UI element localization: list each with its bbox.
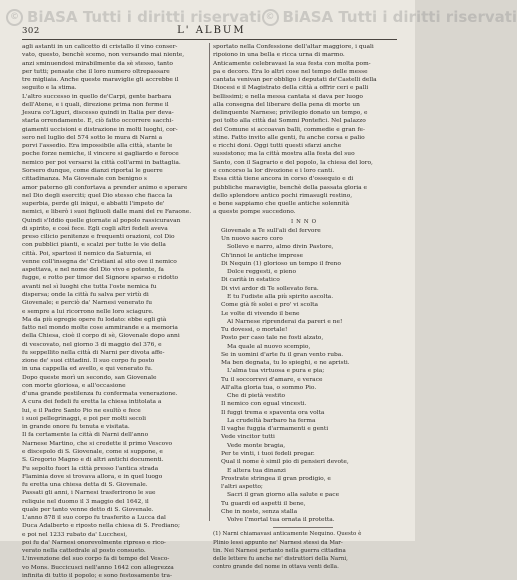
body-text-line: verato nella cattedrale al posto consueto. — [22, 548, 146, 555]
body-text-line: infinita di tutto il popolo; e sono festosamente tra- — [22, 573, 172, 579]
body-text-line: della Chiesa, cioè il corpo di sè, Giovenale dopo anni — [22, 333, 180, 340]
body-text-line: alla consegna del liberare della pena di morte un — [213, 101, 360, 108]
body-text-line: agli astanti in un calicetto di cristallo il vino conser- — [22, 44, 178, 50]
body-text-line: delinquente Narnese; privilegio donato un tempo, e — [213, 110, 368, 117]
watermark-item — [262, 8, 517, 26]
body-text-line: quale per tanto venne detto di S. Giovenale. — [22, 506, 154, 513]
hymn-verse-line: Volve l'mortal tua ornata il protetta. — [227, 517, 335, 524]
hymn-verse-line: Il fuggi trema e spaventa ora volta — [221, 409, 325, 416]
body-text-line: porvi l'assedio. Era impossibile alla città, stante le — [22, 143, 173, 150]
body-text-line: fu seppellito nella città di Narni per divota affe- — [22, 349, 165, 356]
hymn-verse-line: Un nuovo sacro coro — [221, 236, 283, 243]
footnote-line: tin. Nei Narnesi pertanto nella guerra cittadina — [213, 547, 346, 554]
body-text-line: Anticamente celebravasi la sua festa con molta pom- — [213, 60, 371, 67]
body-text-line: nemici, e liberò i suoi figliuoli dalle mani del re Faraone. — [22, 209, 192, 216]
body-text-line: Essa città tiene ancora in corso d'ossequio e di — [213, 176, 354, 183]
hymn-verse-line: Ch'innoi le antiche imprese — [221, 252, 303, 259]
body-text-line: fu eretta una chiesa detta di S. Giovenale. — [22, 482, 148, 489]
watermark-text: BiASA Tutti i diritti riservati — [27, 8, 262, 26]
hymn-verse-line: All'alta gloria tua, o sommo Pio. — [221, 384, 317, 391]
hymn-verse-line: Al Narnese riprenderai da pareri e ne! — [227, 318, 343, 325]
body-text-line: poi fu da' Narnesi onorevolmente ripreso e rico- — [22, 539, 166, 546]
footnote-rule — [273, 527, 333, 528]
body-text-line: nel Dio degli eserciti; quel Dio stesso che fiacca la — [22, 192, 173, 199]
hymn-verse-line: Le volte di vivendo il bene — [221, 310, 300, 317]
footnote-line: (1) Narni chiamavasi anticamente Nequino. Questo è — [213, 531, 362, 538]
body-text-line: cantata venivan per obbligo i deputati de'Castelli della — [213, 77, 377, 84]
hymn-verse-line: Di Nequin (1) glorioso un tempo il freno — [221, 260, 341, 267]
body-text-line: Passati gli anni, i Narnesi trasferirono le sue — [22, 490, 156, 497]
body-text-line: dispersa; onde la città fu salva per virtù di — [22, 291, 149, 298]
body-text-line: Quindi s'Iddio quelle giornate al popolo rassicuravan — [22, 217, 181, 224]
hymn-verse-line: Sollevo e narro, almo divin Pastore, — [227, 244, 334, 251]
body-text-line: con morte gloriosa, e all'occasione — [22, 382, 126, 389]
copyright-icon: © — [6, 9, 23, 26]
body-text-line: pa e decoro. Era lo altri cose nel tempo delle messe — [213, 68, 368, 75]
body-text-line: seguito e la stima. — [22, 85, 77, 92]
hymn-verse-line: Dolce reggesti, e pieno — [227, 269, 296, 276]
hymn-verse-line: Tu dovessi, o mortale! — [221, 327, 288, 334]
footnote-line: Plinio lessi appunto ne' Narnesi stessi da Mar- — [213, 539, 343, 546]
body-text-line: in grande onore fu tenuta e visitata. — [22, 424, 130, 431]
body-text-line: e ricchi doni. Oggi tutti questi sfarzi anche — [213, 143, 342, 150]
hymn-verse-line: Di vivi ardor di Te sollevato fera. — [221, 285, 319, 292]
left-column — [22, 43, 206, 580]
body-text-line: ripoiono in una bella e ricca urna di marmo. — [213, 52, 345, 59]
body-text-line: sero nel luglio del 574 sotto le mura di Narni a — [22, 134, 163, 141]
body-text-line: pubbliche maraviglie, benchè della passata gloria e — [213, 184, 368, 191]
body-text-line: dello splendore antico pochi rimasugli restino, — [213, 192, 353, 199]
body-text-line: avanti nel sì luoghi che tutta l'oste nemica fu — [22, 283, 157, 290]
hymn-verse-line: Tu il soccorrevi d'amare, e verace — [221, 376, 323, 383]
body-text-line: in una cappella ed avello, e qui venerato fu. — [22, 366, 153, 373]
body-text-line: sportato nella Confessione dell'altar maggiore, i quali — [213, 44, 374, 50]
watermark — [6, 8, 517, 26]
body-text-line: venne coll'insegna de' Cristiani al sito ove il nemico — [22, 258, 177, 265]
body-text-line: e discepolo di S. Giovenale, come si suppone, e — [22, 449, 163, 456]
hymn-verse-line: Che in noste, senza stalla — [221, 508, 298, 515]
body-text-line: aspettava, e nel nome del Dio vivo e potente, fa — [22, 267, 164, 274]
body-text-line: vato, questo, benchè scemo, non versando mai niente, — [22, 52, 185, 59]
body-text-line: per tutti; pensate che il loro numero oltrepassare — [22, 68, 170, 75]
body-text-line: Giovenale; e perciò da' Narnesi venerato fu — [22, 300, 153, 307]
hymn-verse-line: l'altri aspetto; — [221, 484, 263, 491]
body-text-line: città. Poi, spartosi il nemico da Saturnia, ei — [22, 250, 151, 257]
hymn-verse-line: E altera tua dinanzi — [227, 467, 286, 474]
body-text-line: superbia, perde gli iniqui, e abbatti l'impeto de' — [22, 201, 165, 208]
copyright-icon: © — [262, 9, 279, 26]
body-text-line: giamenti uccisioni e distrazione in molti luoghi, cor- — [22, 126, 178, 133]
body-text-line: Sorsero dunque, come dianzi riportai le guerre — [22, 167, 163, 174]
hymn-verse-line: Giovenale a Te sull'ali del fervore — [221, 227, 321, 234]
footnote-line: contro grande del nome in ottava venti della. — [213, 564, 339, 571]
hymn-verse-line: Qual il nome è simil pio di pensieri devote, — [221, 459, 349, 466]
body-text-line: vo Mons. Buccicusci nell'anno 1642 con allegrezza — [22, 564, 174, 571]
body-text-line: L'invenzione del suo corpo fa di tempo del Vesco- — [22, 556, 170, 563]
hymn-heading: INNO — [291, 218, 319, 225]
hymn-verse-line: Di carità in estatico — [221, 277, 280, 284]
body-text-line: del Comune si accoavan balli, commedie e gran fe- — [213, 126, 366, 133]
hymn-verse-line: Ma ben degnata, tu lo spieghi, e ne apristi. — [221, 360, 350, 367]
body-text-line: tre migliaia. Anche queste maraviglie gli accrebbe il — [22, 77, 179, 84]
hymn-verse-line: Vede monte bragia, — [227, 442, 286, 449]
body-text-line: poi tolto alla città dai Sommi Pontefici. Nel palazzo — [213, 118, 366, 125]
column-divider — [209, 43, 210, 521]
body-text-line: L'anno 878 il suo corpo fu trasferito a Lucca dal — [22, 515, 166, 522]
hymn-verse-line: Se in uomini d'arte fu il gran vento ruba. — [221, 351, 344, 358]
body-text-line: lui, e il Padre Santo Pio ne esultò e fece — [22, 407, 141, 414]
body-text-line: Il fa certamente la città di Narni dell'anno — [22, 432, 149, 439]
body-text-line: nemico per poi versarsi la città coll'armi in battaglia. — [22, 159, 181, 166]
body-text-line: S. Gregorio Magno e di altri antichi documenti. — [22, 457, 164, 464]
body-text-line: poche forze nemiche, il vincere si gagliardo e feroce — [22, 151, 179, 158]
hymn-verse-line: Posto per caso tale ne fosti alzato, — [221, 335, 324, 342]
hymn-verse-line: E tu l'udiste alla più spirito ascolta. — [227, 293, 334, 300]
hymn-verse-line: La crudeltà barbaro ha ferma — [227, 417, 316, 424]
hymn-verse-line: Il vaghe fuggia d'armamenti e genti — [221, 426, 329, 433]
watermark-item — [6, 8, 262, 26]
body-text-line: anzi sminuendosi mirabilmente da sè stesso, tanto — [22, 60, 173, 67]
body-text-line: fugge, e rotto per timor del Signore sparso e ridotto — [22, 275, 179, 282]
page-number: 302 — [22, 26, 40, 36]
body-text-line: i suoi pellegrinaggi, e poi per molti secoli — [22, 415, 146, 422]
body-text-line: bellissimi; e nella messa cantata si dava per luogo — [213, 93, 363, 100]
journal-title: L' ALBUM — [177, 25, 246, 36]
body-text-line: Duca Adalberto e riposto nella chiesa di S. Frediano; — [22, 523, 180, 530]
body-text-line: e concorso la lor divozione e i loro canti. — [213, 167, 335, 174]
hymn-verse-line: Sacri il gran giorno alla salute e pace — [227, 492, 340, 499]
body-text-line: di vescovato, nel giorno 3 di maggio del 376, e — [22, 341, 162, 348]
header-rule — [22, 39, 397, 40]
hymn-verse-line: Prostrate stringea il gran prodigio, e — [221, 475, 331, 482]
body-text-line: preso cilicio penitenze e frequenti orazioni, col Dio — [22, 234, 175, 241]
body-text-line: a queste pompe succedono. — [213, 209, 296, 216]
body-text-line: cittadinanza. Ma Giovenale con benigno s — [22, 176, 147, 183]
body-text-line: A cura dei fedeli fu eretta la chiesa intitolata a — [22, 399, 162, 406]
body-text-line: L'altro successo in quello de'Carpi, gente barbara — [22, 93, 172, 100]
body-text-line: Flaminia dove si trovava allora, e in quel luogo — [22, 473, 163, 480]
hymn-verse-line: Che di pietà vestito — [227, 393, 286, 400]
hymn-verse-line: Come già fè solei e pro' vi scolta — [221, 302, 318, 309]
hymn-verse-line: Tu guardi ed aspetti il bene, — [221, 500, 306, 507]
body-text-line: Santo, con il Sagrario e del popolo, la chiesa del loro, — [213, 159, 373, 166]
body-text-line: Dopo queste morì un secondo, san Giovenale — [22, 374, 157, 381]
body-text-line: Jesura co'Liguri, discesso quindi in Italia per deva- — [22, 110, 174, 117]
body-text-line: Narnese Martino, che si credette il primo Vescovo — [22, 440, 173, 447]
body-text-line: amor paterno gli confortava a prender animo e sperare — [22, 184, 188, 191]
body-text-line: sussistono; ma la città mostra alla festa del suo — [213, 151, 355, 158]
hymn-verse-line: Il nemico con egual vincesti. — [221, 401, 307, 408]
body-text-line: Diocesi e il Magistrato della città a offrir ceri e palli — [213, 85, 369, 92]
footnote-line: delle lettere fu anche ne' distruttori della Narni, — [213, 556, 348, 563]
body-text-line: dell'Atene, e i quali, direzione prima non ferme il — [22, 101, 169, 108]
body-text-line: Ma da più egregie opere fu lodato: ebbe egli già — [22, 316, 167, 323]
hymn-verse-line: Per te vinti, i tuoi fedeli pregar. — [221, 451, 315, 458]
body-text-line: fatto nel mondo molte cose ammirande e a memoria — [22, 325, 178, 332]
body-text-line: d'una grande pestilenza fu confermata venerazione. — [22, 391, 178, 398]
hymn-verse-line: L'alma tua virtuosa e pura e pia; — [227, 368, 325, 375]
body-text-line: e bene sappiamo che quelle antiche solennità — [213, 201, 350, 208]
body-text-line: reliquie nel duomo il 3 maggio del 1642, il — [22, 498, 149, 505]
running-header — [22, 25, 397, 36]
body-text-line: e poi nel 1233 rubato da' Lucchesi, — [22, 531, 128, 538]
hymn-verse-line: Vede vincitor tutti — [221, 434, 275, 441]
body-text-line: con pubblici pianti, e scalzi per tutte le vie della — [22, 242, 166, 249]
body-text-line: di spirito, e così fece. Egli cogli altri fedeli aveva — [22, 225, 168, 232]
body-text-line: starla orrendamente. E, ciò fatto occorrere sacchi- — [22, 118, 174, 125]
watermark-text: BiASA Tutti i diritti riservati — [282, 8, 517, 26]
body-text-line: Fu sepolto fuori la città presso l'antica strada — [22, 465, 159, 472]
body-text-line: e sempre a lui ricorrono nelle loro sciagure. — [22, 308, 154, 315]
body-text-line: zione de' suoi cittadini. Il suo corpo fu posto — [22, 358, 155, 365]
right-column — [213, 43, 397, 573]
hymn-verse-line: Ma quale al nuovo scempio, — [227, 343, 311, 350]
body-text-line: stine. Fatto invito alle genti, fu anche corsa e palio — [213, 134, 365, 141]
